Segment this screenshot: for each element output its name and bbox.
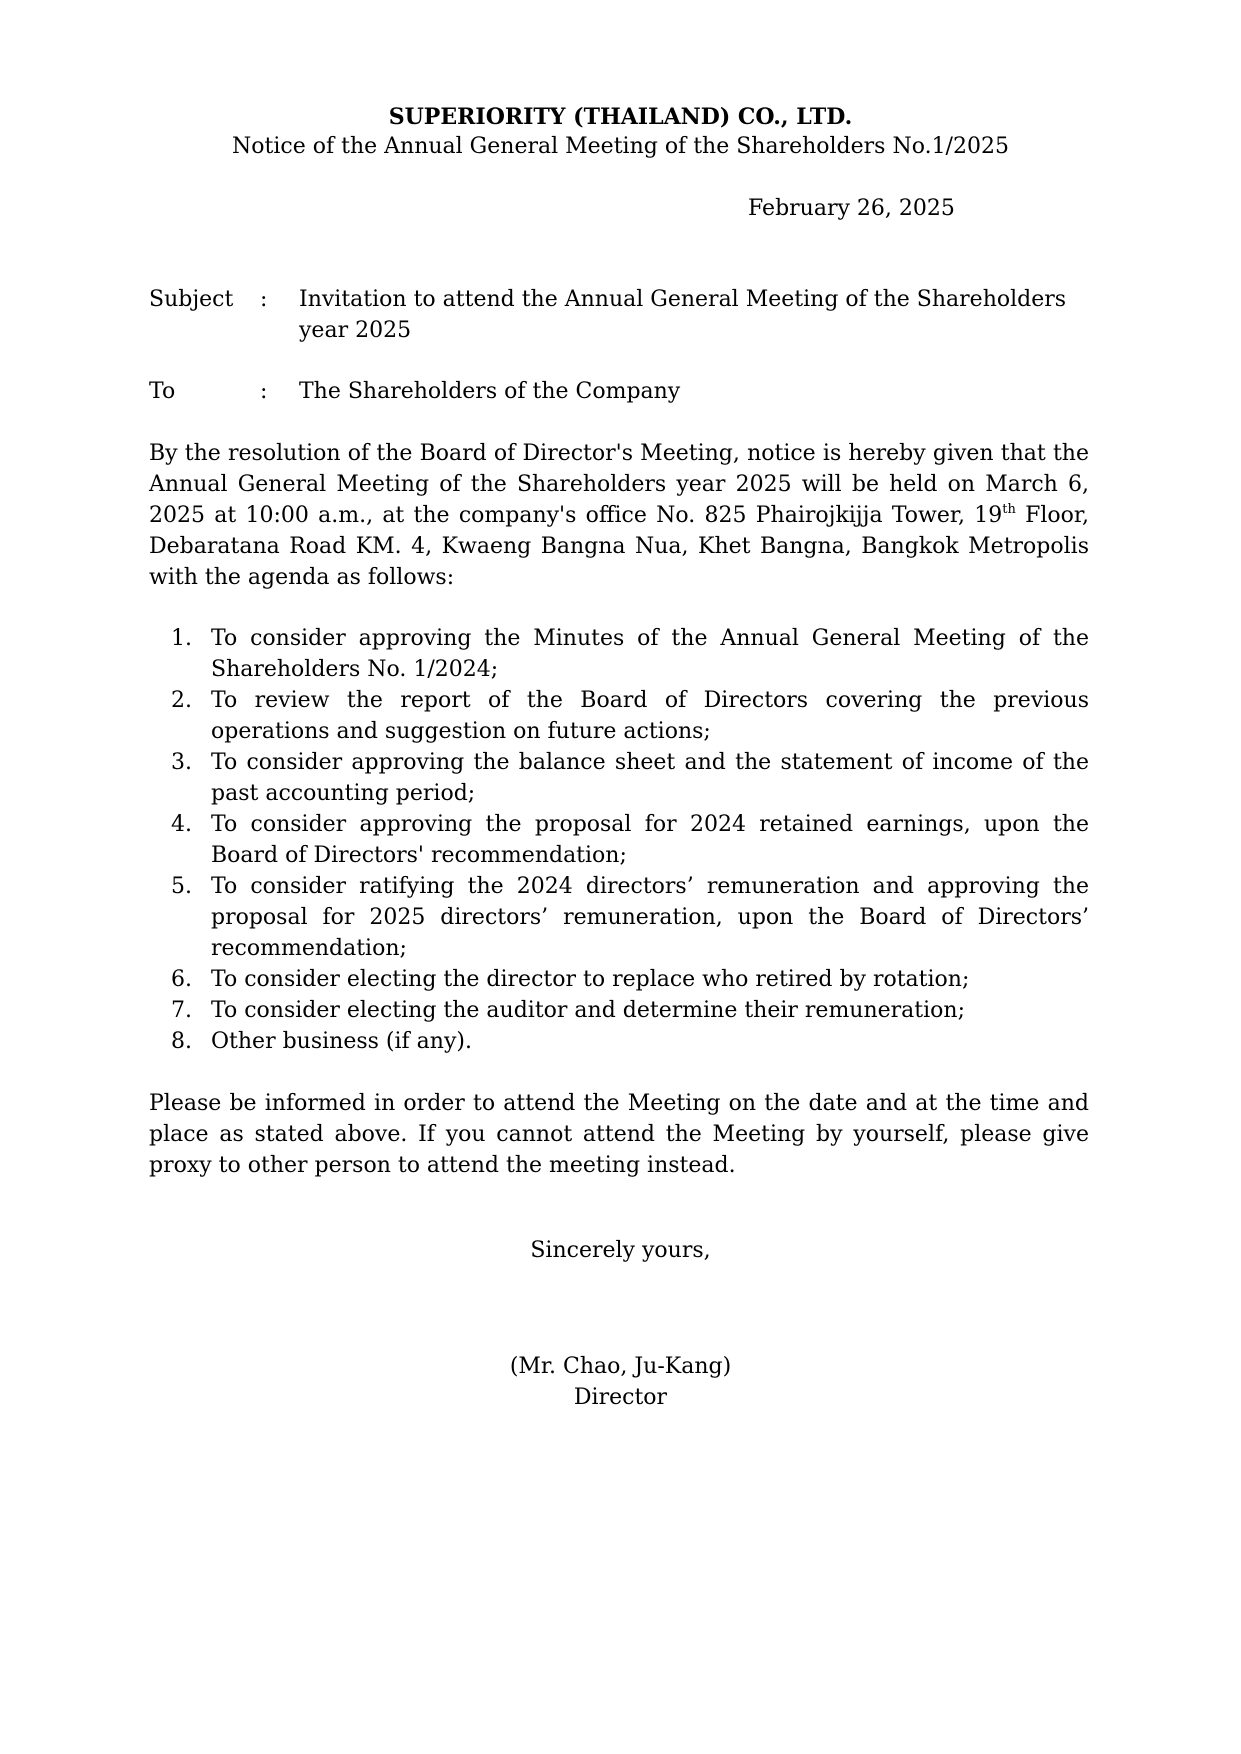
agenda-item: [149, 1026, 1089, 1057]
closing-paragraph: Please be informed in order to attend the Meeting on the date and at the time and place as stated above. If you cannot attend the Meeting by yourself, please give proxy to other person to attend the meeting instead.: [149, 1091, 1089, 1178]
agenda-item-text: To consider approving the balance sheet and the statement of income of the past accounting period;: [211, 750, 1089, 806]
to-colon: :: [260, 379, 268, 404]
agenda-item-text: To consider approving the Minutes of the Annual General Meeting of the Shareholders No. 1/2024;: [211, 626, 1089, 682]
agenda-item-number: 1.: [171, 626, 192, 651]
intro-paragraph: [149, 438, 1089, 593]
subject-colon: :: [260, 287, 268, 312]
letter-date: February 26, 2025: [748, 196, 955, 221]
agenda-item: [149, 623, 1089, 685]
intro-text-part-1: By the resolution of the Board of Director's Meeting, notice is hereby given that the Annual General Meeting of the Shareholders year 2025 will be held on March 6, 2025 at 10:00 a.m., at the company's office No. 825 Phairojkijja Tower, 19: [149, 441, 1089, 528]
agenda-item-text: To consider electing the director to replace who retired by rotation;: [211, 967, 970, 992]
agenda-item-number: 3.: [171, 750, 192, 775]
agenda-item-number: 8.: [171, 1029, 192, 1054]
agenda-item: [149, 747, 1089, 809]
agenda-item-text: Other business (if any).: [211, 1029, 472, 1054]
agenda-item: [149, 871, 1089, 964]
agenda-item-number: 6.: [171, 967, 192, 992]
agenda-list: [149, 623, 1089, 1057]
floor-ordinal-suffix: th: [1002, 502, 1016, 517]
agenda-item-text: To review the report of the Board of Directors covering the previous operations and suggestion on future actions;: [211, 688, 1089, 744]
agenda-item-number: 7.: [171, 998, 192, 1023]
sincerely-line: Sincerely yours,: [530, 1238, 711, 1263]
agenda-item-number: 2.: [171, 688, 192, 713]
agenda-item-number: 5.: [171, 874, 192, 899]
to-value: The Shareholders of the Company: [299, 379, 681, 404]
intro-text-part-2: Floor, Debaratana Road KM. 4, Kwaeng Bangna Nua, Khet Bangna, Bangkok Metropolis with the agenda as follows:: [149, 503, 1089, 590]
company-name: SUPERIORITY (THAILAND) CO., LTD.: [388, 104, 853, 130]
agenda-item-text: To consider ratifying the 2024 directors’ remuneration and approving the proposal for 2025 directors’ remuneration, upon the Board of Directors’ recommendation;: [211, 874, 1089, 961]
subject-label: Subject: [149, 287, 234, 312]
agenda-item: [149, 685, 1089, 747]
signer-title: Director: [573, 1385, 668, 1410]
signer-name: (Mr. Chao, Ju-Kang): [509, 1354, 732, 1379]
agenda-item: [149, 964, 1089, 995]
to-label: To: [149, 379, 176, 404]
subject-value: Invitation to attend the Annual General Meeting of the Shareholders year 2025: [299, 287, 1067, 343]
agenda-item-text: To consider approving the proposal for 2024 retained earnings, upon the Board of Directors' recommendation;: [211, 812, 1089, 868]
agenda-item: [149, 995, 1089, 1026]
agenda-item-number: 4.: [171, 812, 192, 837]
agenda-item: [149, 809, 1089, 871]
notice-title: Notice of the Annual General Meeting of the Shareholders No.1/2025: [232, 134, 1009, 159]
agenda-item-text: To consider electing the auditor and determine their remuneration;: [211, 998, 966, 1023]
